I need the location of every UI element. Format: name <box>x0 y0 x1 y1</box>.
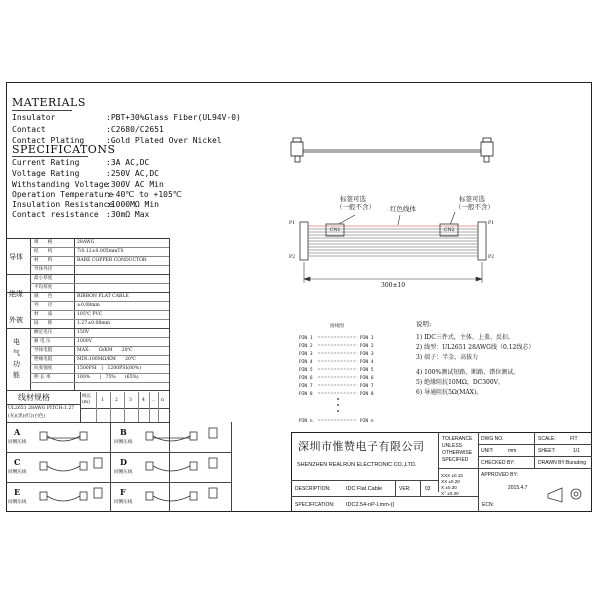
spec-value-current: :3A AC,DC <box>106 158 150 167</box>
label-left-line1: 标签可选 <box>340 195 366 203</box>
row-name-15: 伸 长 率 <box>34 375 51 380</box>
pin-mark-br: P2 <box>488 255 495 260</box>
row-name-7: 外 径 <box>34 303 53 308</box>
tolerance-value-1: XXX ±0.10 <box>441 473 463 478</box>
variant-label-f: F <box>120 487 126 497</box>
row-name-4: 最小厚度 <box>34 276 53 281</box>
unit-label: UNIT: <box>481 448 494 454</box>
spec-value-voltage: :250V AC,DC <box>106 169 159 178</box>
description-value: IDC Flat Cable <box>346 486 383 492</box>
group-conductor: 导体 <box>9 253 23 261</box>
wiring-right-pin-8: PIN 8 <box>360 392 374 397</box>
wire-spec-title: 线材规格 <box>18 393 50 402</box>
spec-value-temperature: :-40℃ to +105℃ <box>106 190 182 199</box>
pin-mark-tl: P1 <box>289 221 296 226</box>
specification-label: SPECIFICATION: <box>295 502 335 508</box>
row-name-14: 抗张强度 <box>34 366 53 371</box>
materials-value-insulator: :PBT+30%Glass Fiber(UL94V-0) <box>106 113 241 122</box>
materials-value-plating: :Gold Plated Over Nickel <box>106 136 222 145</box>
label-red-wire: 红色线体 <box>390 205 416 213</box>
unit-value: mm <box>508 448 517 454</box>
group-electrical: 电气功能 <box>13 338 20 379</box>
length-col-header: 线长(m) <box>82 394 92 405</box>
dwg-no-label: DWG NO. <box>481 436 504 442</box>
row-value-7: ±0.08mm <box>77 303 100 308</box>
sheet-value: 1/1 <box>573 448 580 454</box>
note-4: 4) 100%测试短路、断路、错位测试。 <box>416 369 520 376</box>
wiring-left-pin-n: PIN n <box>299 419 313 424</box>
wiring-left-pin-1: PIN 1 <box>299 336 313 341</box>
length-col-n: n <box>161 398 164 403</box>
row-name-9: 间 距 <box>34 321 53 326</box>
row-value-10: 150V <box>77 330 90 335</box>
variant-label-a: A <box>14 427 21 437</box>
spec-label-voltage: Voltage Rating <box>12 169 80 178</box>
note-5: 5) 绝缘阻抗10MΩ，DC300V。 <box>416 379 505 386</box>
description-label: DESCRIPTION: <box>295 486 331 492</box>
approved-by-label: APPROVED BY: <box>481 472 518 478</box>
drawn-by-label: DRAWN BY: <box>538 460 566 466</box>
length-col-1: 1 <box>101 398 104 403</box>
row-name-5: 平均厚度 <box>34 285 53 290</box>
row-value-14: 1500PSI | 1200PSI(80%) <box>77 366 142 371</box>
variant-text-c: 同侧压线 <box>8 470 27 475</box>
variant-label-b: B <box>120 427 127 437</box>
wiring-right-pin-7: PIN 7 <box>360 384 374 389</box>
wiring-right-pin-n: PIN n <box>360 419 374 424</box>
note-6: 6) 导通阻抗5Ω(MAX)。 <box>416 389 483 396</box>
materials-heading: MATERIALS <box>12 96 86 109</box>
materials-label-plating: Contact Plating <box>12 136 85 145</box>
checked-by-label: CHECKED BY: <box>481 460 515 466</box>
scale-label: SCALE: <box>538 436 556 442</box>
row-name-1: 结 构 <box>34 249 53 254</box>
sheet-label: SHEET: <box>538 448 556 454</box>
wiring-left-pin-5: PIN 5 <box>299 368 313 373</box>
label-left-line2: （一般不含） <box>336 203 375 211</box>
spec-label-insulation: Insulation Resistance <box>12 200 114 209</box>
drawn-by-value: Burading <box>566 460 587 466</box>
length-col-2: 2 <box>115 398 118 403</box>
row-value-2: BARE COPPER CONDUCTOR <box>77 258 147 263</box>
note-3: 3) 端子：半金，高拔力 <box>416 354 479 361</box>
wiring-left-pin-6: PIN 6 <box>299 376 313 381</box>
length-col-3: 3 <box>129 398 132 403</box>
wiring-right-pin-2: PIN 2 <box>360 344 374 349</box>
tolerance-line2: UNLESS <box>442 443 463 449</box>
tolerance-line1: TOLERANCE <box>442 436 473 442</box>
length-col-5: .. <box>152 398 155 403</box>
wiring-right-pin-1: PIN 1 <box>360 336 374 341</box>
row-name-2: 材 料 <box>34 258 53 263</box>
tolerance-line4: SPECIFIED <box>442 457 469 463</box>
wiring-right-pin-6: PIN 6 <box>360 376 374 381</box>
dimension-length: 300±10 <box>381 282 406 289</box>
company-name-cn: 深圳市惟赞电子有限公司 <box>298 440 425 453</box>
row-name-3: 导体外径 <box>34 267 53 272</box>
variant-text-a: 同侧压线 <box>8 440 27 445</box>
variant-text-e: 同侧压线 <box>8 500 27 505</box>
wiring-left-pin-3: PIN 3 <box>299 352 313 357</box>
spec-value-insulation: :1000MΩ Min <box>106 200 159 209</box>
variant-text-b: 同侧压线 <box>114 440 133 445</box>
row-value-13: MIN:100MΩ/KM 20℃ <box>77 357 137 362</box>
pin-mark-bl: P2 <box>289 255 296 260</box>
wiring-left-pin-7: PIN 7 <box>299 384 313 389</box>
scale-value: FIT <box>570 436 578 442</box>
specification-value: IDC2.54-nP-Lmm-() <box>346 502 395 508</box>
row-value-8: 105℃ PVC <box>77 312 103 317</box>
row-value-15: 100% | 75% (65%) <box>77 375 139 380</box>
row-name-11: 耐 电 压 <box>34 339 51 344</box>
variant-label-d: D <box>120 457 127 467</box>
label-right-line1: 标签可选 <box>459 195 485 203</box>
spec-label-withstanding: Withstanding Voltage <box>12 180 109 189</box>
ecn-label: ECN: <box>482 502 494 508</box>
wire-spec-line1: UL2651 28AWG PITCH:1.27 <box>8 406 75 411</box>
row-name-8: 材 质 <box>34 312 53 317</box>
label-right-line2: （一般不含） <box>455 203 494 211</box>
note-1: 1) IDC三件式，主体、上盖、反扣。 <box>416 334 514 341</box>
row-value-1: 7/0.12±0.005mmTS <box>77 249 124 254</box>
group-jacket: 外被 <box>9 316 23 324</box>
note-2: 2) 线型：UL2651 28AWG线（0.12线芯） <box>416 344 535 351</box>
spec-label-resistance: Contact resistance <box>12 210 99 219</box>
materials-label-contact: Contact <box>12 125 46 134</box>
row-name-13: 绝缘电阻 <box>34 357 53 362</box>
wiring-right-pin-4: PIN 4 <box>360 360 374 365</box>
date-value: 2015.4.7 <box>508 485 528 491</box>
variant-text-f: 同侧压线 <box>114 500 133 505</box>
wire-spec-line2: (灰)(黑)(红)(白色) <box>8 414 46 419</box>
wiring-left-pin-4: PIN 4 <box>299 360 313 365</box>
variant-text-d: 同侧压线 <box>114 470 133 475</box>
tolerance-value-4: X° ±0.30 <box>441 491 459 496</box>
tolerance-value-2: XX ±0.20 <box>441 479 460 484</box>
pin-mark-tr: P1 <box>488 221 495 226</box>
tolerance-line3: OTHERWISE <box>442 450 473 456</box>
company-name-en: SHENZHEN REALRUN ELECTRONIC CO.,LTD. <box>297 462 417 468</box>
connector-cn2: CN2 <box>444 228 455 233</box>
spec-value-resistance: :30mΩ Max <box>106 210 150 219</box>
notes-title: 说明: <box>416 320 432 328</box>
wiring-right-pin-5: PIN 5 <box>360 368 374 373</box>
row-name-0: 规 格 <box>34 240 53 245</box>
variant-label-c: C <box>14 457 21 467</box>
materials-value-contact: :C2680/C2651 <box>106 125 164 134</box>
length-col-4: 4 <box>142 398 145 403</box>
spec-value-withstanding: :300V AC Min <box>106 180 164 189</box>
row-value-12: MAX: Ω/KM 20℃ <box>77 348 133 353</box>
row-name-6: 颜 色 <box>34 294 53 299</box>
row-name-10: 额定电压 <box>34 330 53 335</box>
materials-label-insulator: Insulator <box>12 113 56 122</box>
variant-label-e: E <box>14 487 21 497</box>
wiring-right-pin-3: PIN 3 <box>360 352 374 357</box>
spec-label-temperature: Operation Temperature <box>12 190 114 199</box>
ver-label: VER: <box>399 486 411 492</box>
row-value-6: RIBBON FLAT CABLE <box>77 294 129 299</box>
wiring-header: 接线图 <box>330 324 344 329</box>
row-value-0: 28AWG <box>77 240 95 245</box>
spec-label-current: Current Rating <box>12 158 80 167</box>
wiring-left-pin-2: PIN 2 <box>299 344 313 349</box>
row-value-11: 1000V <box>77 339 93 344</box>
connector-cn1: CN1 <box>330 228 341 233</box>
group-insulation: 绝缘 <box>9 290 23 298</box>
row-value-9: 1.27±0.08mm <box>77 321 111 326</box>
specifications-heading: SPECIFICATONS <box>12 143 116 156</box>
row-name-12: 导体电阻 <box>34 348 53 353</box>
wiring-left-pin-8: PIN 8 <box>299 392 313 397</box>
tolerance-value-3: X ±0.30 <box>441 485 457 490</box>
ver-value: 03 <box>425 486 431 492</box>
